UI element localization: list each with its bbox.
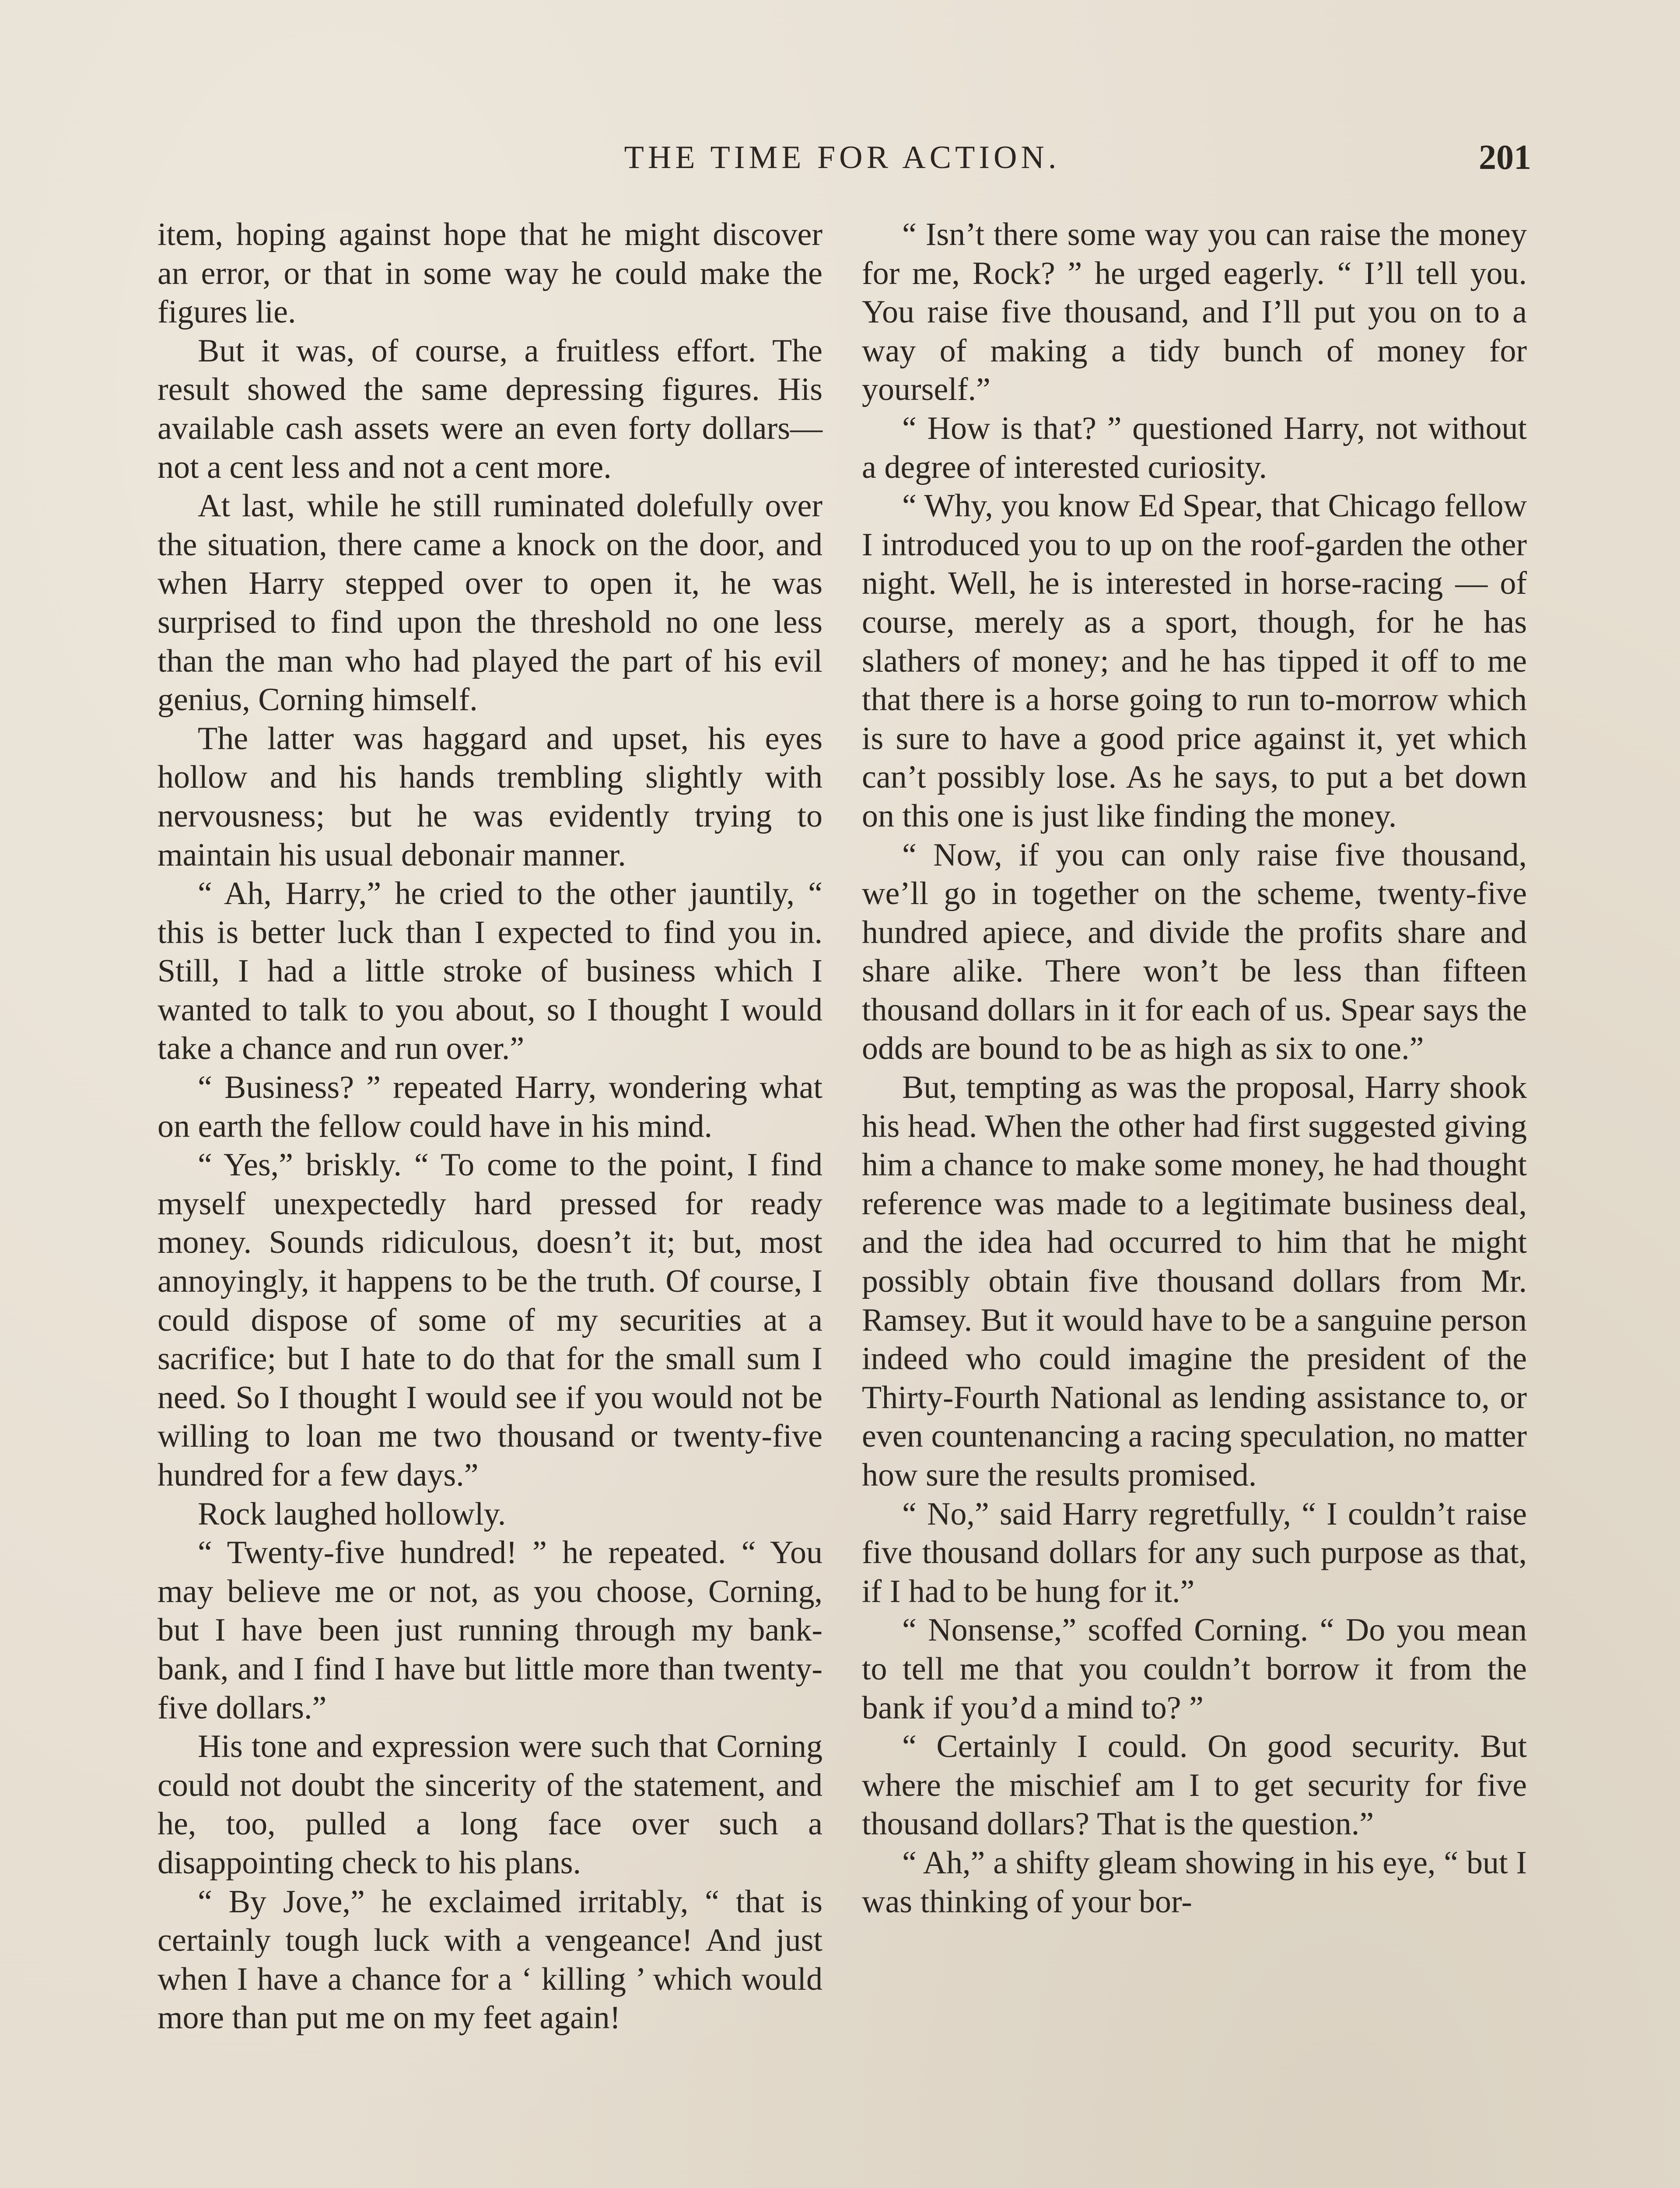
paragraph: Rock laughed hollowly. [198,1496,506,1532]
paragraph: “ Isn’t there some way you can raise the money for me, Rock? ” he urged eagerly. “ I’ll tell you. You raise five thousand, and I’ll put you on to a way of making a tidy bunch of money for yourself.” [862,217,1527,408]
paragraph: “ Ah, Harry,” he cried to the other jauntily, “ this is better luck than I expected to find you in. Still, I had a little stroke of business which I wanted to talk to you about, so I thought I would take a chance and run over.” [158,876,822,1067]
paragraph: At last, while he still ruminated dolefully over the situation, there came a knock on the door, and when Harry stepped over to open it, he was surprised to find upon the threshold no one less than the man who had played the part of his evil genius, Corning himself. [158,488,822,718]
paragraph: But it was, of course, a fruitless effort. The result showed the same depressing figures. His available cash assets were an even forty dollars—not a cent less and not a cent more. [158,333,822,485]
paragraph: “ By Jove,” he exclaimed irritably, “ that is certainly tough luck with a vengeance! And just when I have a chance for a ‘ killing ’ which would more than put me on my feet again! [158,1883,822,2036]
running-title: THE TIME FOR ACTION. [624,140,1060,175]
running-head [153,133,1531,182]
paragraph: “ Ah,” a shifty gleam showing in his eye, “ but I was thinking of your bor- [862,1844,1527,1920]
paragraph: item, hoping against hope that he might discover an error, or that in some way he could make the figures lie. [158,217,822,330]
paragraph: “ How is that? ” questioned Harry, not without a degree of interested curiosity. [862,410,1527,485]
left-column [158,215,822,2037]
paragraph: “ Nonsense,” scoffed Corning. “ Do you mean to tell me that you couldn’t borrow it from the bank if you’d a mind to? ” [862,1612,1527,1726]
paragraph: But, tempting as was the proposal, Harry shook his head. When the other had first suggested giving him a chance to make some money, he had thought reference was made to a legitimate business deal, and the idea had occurred to him that he might possibly obtain five thousand dollars from Mr. Ramsey. But it would have to be a sanguine person indeed who could imagine the president of the Thirty-Fourth National as lending assistance to, or even countenancing a racing speculation, no matter how sure the results promised. [862,1069,1527,1493]
paragraph: The latter was haggard and upset, his eyes hollow and his hands trembling slightly with nervousness; but he was evidently trying to maintain his usual debonair manner. [158,720,822,873]
paragraph: “ Business? ” repeated Harry, wondering what on earth the fellow could have in his mind. [158,1069,822,1144]
paragraph: “ Certainly I could. On good security. But where the mischief am I to get security for five thousand dollars? That is the question.” [862,1729,1527,1842]
paragraph: His tone and expression were such that Corning could not doubt the sincerity of the statement, and he, too, pulled a long face over such a disappointing check to his plans. [158,1729,822,1881]
paragraph: “ No,” said Harry regretfully, “ I couldn’t raise five thousand dollars for any such purpose as that, if I had to be hung for it.” [862,1496,1527,1609]
right-column [862,215,1527,1921]
page-number: 201 [1479,138,1531,177]
paragraph: “ Now, if you can only raise five thousand, we’ll go in together on the scheme, twenty-five hundred apiece, and divide the profits share and share alike. There won’t be less than fifteen thousand dollars in it for each of us. Spear says the odds are bound to be as high as six to one.” [862,837,1527,1067]
paragraph: “ Twenty-five hundred! ” he repeated. “ You may believe me or not, as you choose, Corning, but I have been just running through my bank-bank, and I find I have but little more than twenty-five dollars.” [158,1535,822,1726]
paragraph: “ Why, you know Ed Spear, that Chicago fellow I introduced you to up on the roof-garden the other night. Well, he is interested in horse-racing — of course, merely as a sport, though, for he has slathers of money; and he has tipped it off to me that there is a horse going to run to-morrow which is sure to have a good price against it, yet which can’t possibly lose. As he says, to put a bet down on this one is just like finding the money. [862,488,1527,834]
paragraph: “ Yes,” briskly. “ To come to the point, I find myself unexpectedly hard pressed for ready money. Sounds ridiculous, doesn’t it; but, most annoyingly, it happens to be the truth. Of course, I could dispose of some of my securities at a sacrifice; but I hate to do that for the small sum I need. So I thought I would see if you would not be willing to loan me two thousand or twenty-five hundred for a few days.” [158,1147,822,1493]
